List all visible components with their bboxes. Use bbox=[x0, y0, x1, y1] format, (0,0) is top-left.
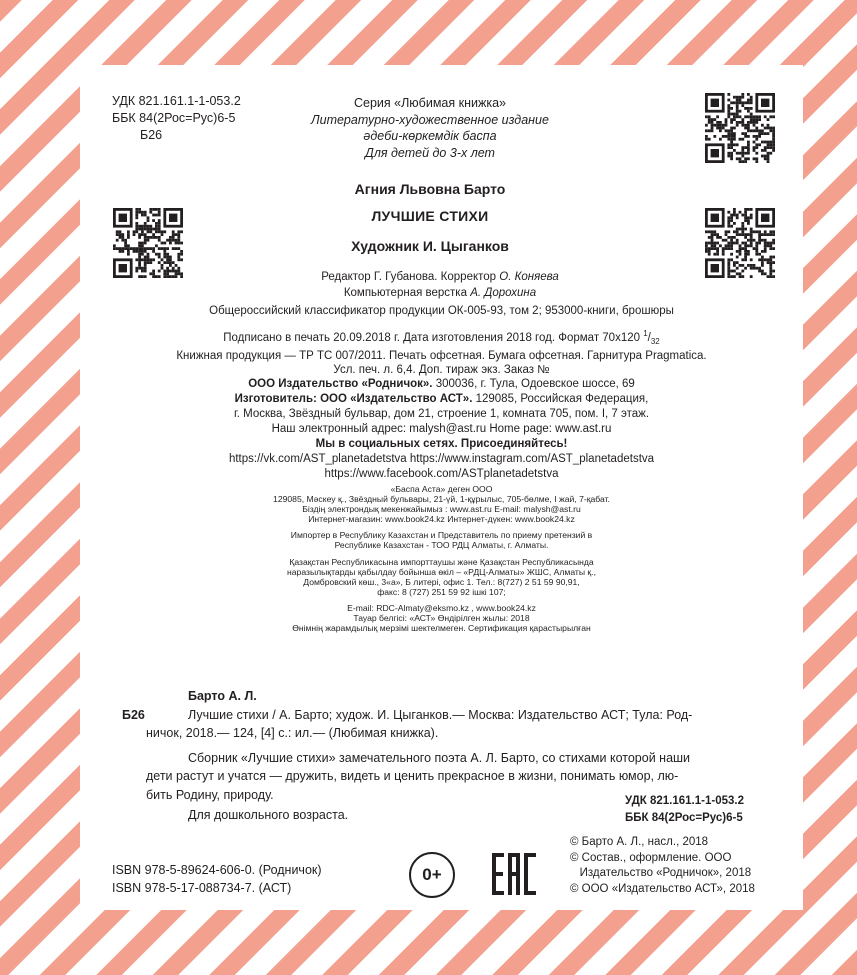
illustrator: Художник И. Цыганков bbox=[351, 238, 509, 254]
qr-code-top-right-icon bbox=[705, 93, 775, 163]
imprint-page bbox=[80, 65, 803, 910]
kz-line: Домбровский көш., 3«а», Б литері, офис 1. Тел.: 8(727) 2 51 59 90,91, bbox=[303, 576, 580, 587]
contact-line: Наш электронный адрес: malysh@ast.ru Home page: www.ast.ru bbox=[271, 423, 612, 435]
corrector-name: О. Коняева bbox=[499, 271, 559, 283]
udk-line: УДК 821.161.1-1-053.2 bbox=[112, 94, 241, 108]
manufacturer-address: г. Москва, Звёздный бульвар, дом 21, строение 1, комната 705, пом. I, 7 этаж. bbox=[233, 408, 650, 420]
series-name: Серия «Любимая книжка» bbox=[354, 96, 506, 110]
format-numerator: 1 bbox=[643, 329, 648, 338]
udk-bbk-right bbox=[625, 793, 744, 827]
card-header: Барто А. Л. bbox=[188, 689, 257, 703]
age-target: Для детей до 3-х лет bbox=[365, 145, 495, 160]
print-spec: Книжная продукция — ТР ТС 007/2011. Печать офсетная. Бумага офсетная. Гарнитура Pragmatica. bbox=[176, 350, 707, 363]
publisher-name: ООО Издательство «Родничок». bbox=[248, 378, 433, 390]
kz-line: Қазақстан Республикасына импорттаушы және Қазақстан Республикасында bbox=[289, 556, 594, 567]
card-bib-2: ничок, 2018.— 124, [4] с.: ил.— (Любимая книжка). bbox=[146, 726, 439, 740]
isbn-block bbox=[112, 861, 322, 897]
author-name: Агния Львовна Барто bbox=[354, 181, 506, 197]
edition-type-kz: әдеби-көркемдік баспа bbox=[363, 129, 497, 143]
copyright-line: © Состав., оформление. ООО bbox=[570, 851, 732, 864]
bbk-line: ББК 84(2Рос=Рус)6-5 bbox=[112, 111, 236, 125]
social-heading: Мы в социальных сетях. Присоединяйтесь! bbox=[315, 438, 568, 450]
format-denominator: 32 bbox=[650, 337, 660, 347]
card-annotation-1: Сборник «Лучшие стихи» замечательного поэта А. Л. Барто, со стихами которой наши bbox=[188, 750, 691, 765]
manufacturer-country: 129085, Российская Федерация, bbox=[472, 393, 649, 405]
kz-line: Республике Казахстан - ТОО РДЦ Алматы, г. Алматы. bbox=[334, 540, 549, 551]
editors-block bbox=[180, 270, 700, 301]
bbk-line-right: ББК 84(2Рос=Рус)6-5 bbox=[625, 812, 743, 824]
layout-label: Компьютерная верстка bbox=[343, 286, 471, 299]
classifier-line: Общероссийский классификатор продукции ОК-005-93, том 2; 953000-книги, брошюры bbox=[209, 305, 674, 317]
isbn-rodnichok: ISBN 978-5-89624-606-0. (Родничок) bbox=[112, 863, 322, 877]
age-rating-icon bbox=[409, 852, 455, 898]
layout-name: А. Дорохина bbox=[470, 286, 537, 299]
copyright-line: © Барто А. Л., насл., 2018 bbox=[570, 836, 709, 848]
age-rating-text: 0+ bbox=[422, 865, 442, 884]
author-mark: Б26 bbox=[140, 128, 163, 142]
series-block bbox=[250, 95, 610, 161]
kz-line: Біздің электрондық мекенжайымыз : www.ast.ru E-mail: malysh@ast.ru bbox=[302, 504, 581, 515]
copyright-line: Издательство «Родничок», 2018 bbox=[570, 867, 752, 879]
card-code: Б26 bbox=[122, 707, 145, 722]
kz-line: наразылықтарды қабылдау бойынша өкіл – «РДЦ-Алматы» ЖШС, Алматы қ., bbox=[287, 566, 596, 577]
card-annotation-3: бить Родину, природу. bbox=[146, 787, 274, 802]
qr-code-middle-right-icon bbox=[705, 208, 775, 278]
kz-line: Тауар белгісі: «АСТ» Өндірілген жылы: 2018 bbox=[353, 613, 530, 624]
kz-line: Интернет-магазин: www.book24.kz Интернет-дүкен: www.book24.kz bbox=[308, 514, 575, 525]
copyright-block bbox=[570, 835, 755, 897]
udk-bbk-left bbox=[112, 93, 241, 144]
card-bib-1: Лучшие стихи / А. Барто; худож. И. Цыганков.— Москва: Издательство АСТ; Тула: Род- bbox=[188, 707, 693, 722]
isbn-ast: ISBN 978-5-17-088734-7. (АСТ) bbox=[112, 881, 292, 895]
format-separator: / bbox=[647, 331, 651, 344]
eac-mark-icon bbox=[492, 853, 536, 895]
kz-line: «Баспа Аста» деген ООО bbox=[390, 484, 493, 494]
manufacturer-name: Изготовитель: ООО «Издательство АСТ». bbox=[234, 393, 473, 405]
publisher-block bbox=[110, 377, 773, 482]
editor-label: Редактор Г. Губанова. Корректор bbox=[321, 271, 500, 283]
copyright-line: © ООО «Издательство АСТ», 2018 bbox=[570, 882, 755, 895]
print-run: Усл. печ. л. 6,4. Доп. тираж экз. Заказ № bbox=[333, 364, 550, 377]
kazakhstan-info bbox=[140, 484, 743, 633]
print-info bbox=[120, 327, 763, 377]
social-facebook: https://www.facebook.com/ASTplanetadetstva bbox=[324, 468, 559, 480]
kz-line: 129085, Мәскеу қ., Звёздный бульвары, 21-үй, 1-құрылыс, 705-бөлме, I жай, 7-қабат. bbox=[273, 494, 610, 505]
social-links: https://vk.com/AST_planetadetstva https://www.instagram.com/AST_planetadetstva bbox=[228, 453, 655, 465]
qr-code-middle-left-icon bbox=[113, 208, 183, 278]
kz-line: факс: 8 (727) 251 59 92 ішкі 107; bbox=[377, 586, 506, 597]
print-date: Подписано в печать 20.09.2018 г. Дата изготовления 2018 год. Формат 70x120 bbox=[223, 331, 644, 344]
udk-line-right: УДК 821.161.1-1-053.2 bbox=[625, 795, 744, 807]
book-title: ЛУЧШИЕ СТИХИ bbox=[371, 208, 489, 224]
card-annotation-2: дети растут и учатся — дружить, видеть и ценить прекрасное в жизни, понимать юмор, лю- bbox=[146, 769, 679, 783]
kz-line: Импортер в Республику Казахстан и Представитель по приему претензий в bbox=[290, 530, 593, 541]
card-age-note: Для дошкольного возраста. bbox=[188, 808, 349, 822]
edition-type: Литературно-художественное издание bbox=[311, 112, 549, 127]
kz-line: E-mail: RDC-Almaty@eksmo.kz , www.book24.kz bbox=[347, 602, 536, 613]
kz-line: Өнімнің жарамдылық мерзімі шектелмеген. Сертификация қарастырылған bbox=[292, 623, 591, 634]
publisher-address: 300036, г. Тула, Одоевское шоссе, 69 bbox=[432, 378, 635, 390]
